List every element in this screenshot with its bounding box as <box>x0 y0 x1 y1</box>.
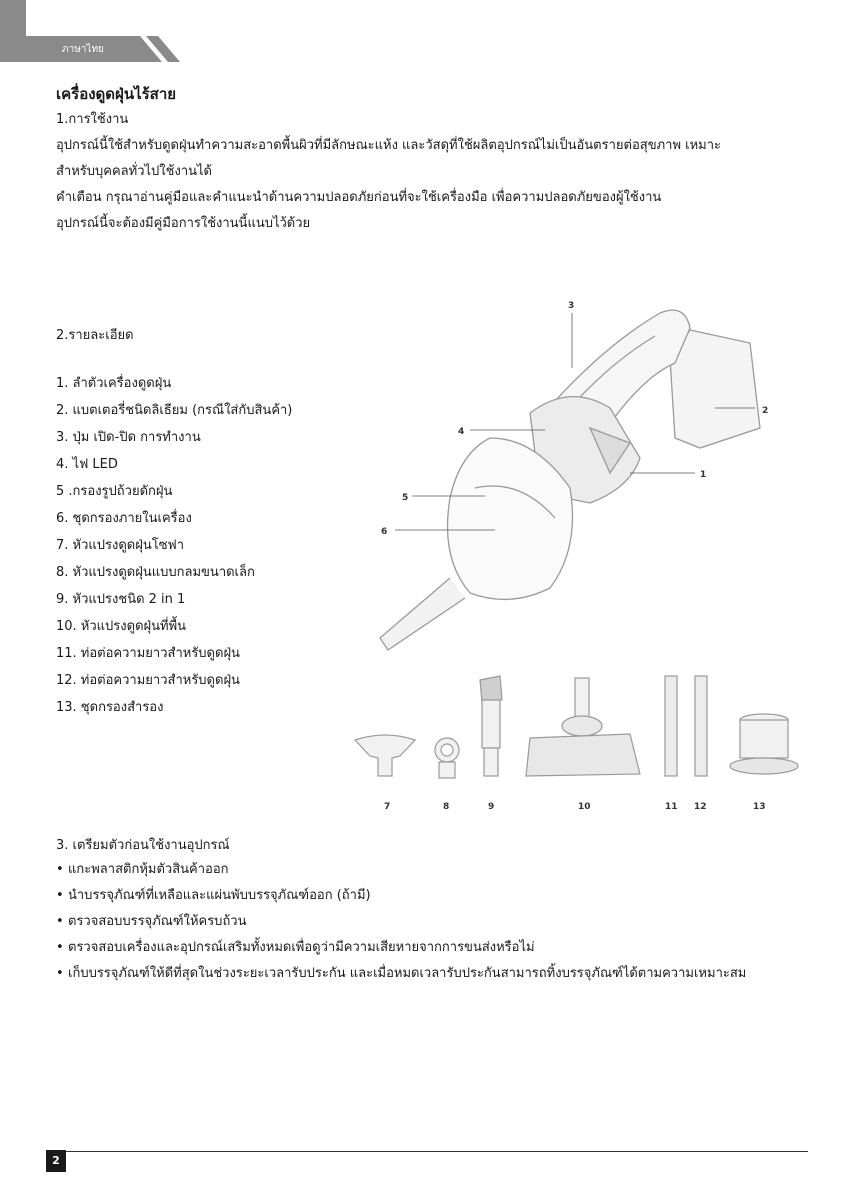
page-title: เครื่องดูดฝุ่นไร้สาย <box>56 85 177 103</box>
list-item: 4. ไฟ LED <box>56 457 118 472</box>
list-item: 2. แบตเตอรี่ชนิดลิเธียม (กรณีใส่กับสินค้า) <box>56 403 293 418</box>
bullet: • <box>56 888 64 903</box>
list-item-text: ตรวจสอบเครื่องและอุปกรณ์เสริมทั้งหมดเพื่อดูว่ามีความเสียหายจากการขนส่งหรือไม่ <box>68 940 535 955</box>
warning-line-2: อุปกรณ์นี้จะต้องมีคู่มือการใช้งานนี้แนบไว้ด้วย <box>56 216 311 231</box>
preparation-heading: 3. เตรียมตัวก่อนใช้งานอุปกรณ์ <box>56 838 230 853</box>
footer-divider <box>66 1151 808 1152</box>
vacuum-body-illustration <box>380 310 760 650</box>
extension-tube-illustration <box>665 676 707 776</box>
list-item: 1. ลำตัวเครื่องดูดฝุ่น <box>56 376 172 391</box>
bullet: • <box>56 966 64 981</box>
list-item: 11. ท่อต่อความยาวสำหรับดูดฝุ่น <box>56 646 240 661</box>
callout-4: 4 <box>458 427 465 437</box>
list-item <box>56 938 746 964</box>
usage-line-2: สำหรับบุคคลทั่วไปใช้งานได้ <box>56 164 212 179</box>
list-item: 5 .กรองรูปถ้วยดักฝุ่น <box>56 484 173 499</box>
callout-11: 11 <box>665 802 678 812</box>
callout-5: 5 <box>402 493 409 503</box>
callout-1: 1 <box>700 470 707 480</box>
callout-12: 12 <box>694 802 707 812</box>
language-tab-label: ภาษาไทย <box>62 44 104 55</box>
warning-line-1: คำเตือน กรุณาอ่านคู่มือและคำแนะนำด้านความปลอดภัยก่อนที่จะใช้เครื่องมือ เพื่อความปลอดภัยของผู้ใช้งาน <box>56 190 662 205</box>
list-item: 8. หัวแปรงดูดฝุ่นแบบกลมขนาดเล็ก <box>56 565 255 580</box>
list-item: 7. หัวแปรงดูดฝุ่นโซฟา <box>56 538 185 553</box>
list-item <box>56 886 746 912</box>
vacuum-diagram <box>340 288 800 818</box>
callout-13: 13 <box>753 802 766 812</box>
callout-2: 2 <box>762 406 769 416</box>
list-item <box>56 964 746 990</box>
usage-heading: 1.การใช้งาน <box>56 112 129 127</box>
list-item-text: นำบรรจุภัณฑ์ที่เหลือและแผ่นพับบรรจุภัณฑ์ออก (ถ้ามี) <box>68 888 371 903</box>
bullet: • <box>56 940 64 955</box>
usage-line-1: อุปกรณ์นี้ใช้สำหรับดูดฝุ่นทำความสะอาดพื้นผิวที่มีลักษณะแห้ง และวัสดุที่ใช้ผลิตอุปกรณ์ไม่เป็นอันตรายต่อสุขภาพ เหมาะ <box>56 138 722 153</box>
list-item-text: เก็บบรรจุภัณฑ์ให้ดีที่สุดในช่วงระยะเวลารับประกัน และเมื่อหมดเวลารับประกันสามารถทิ้งบรรจุภัณฑ์ได้ตามความเหมาะสม <box>68 966 747 981</box>
bullet: • <box>56 862 64 877</box>
callout-3: 3 <box>568 301 575 311</box>
details-heading: 2.รายละเอียด <box>56 328 134 343</box>
list-item: 9. หัวแปรงชนิด 2 in 1 <box>56 592 186 607</box>
preparation-list <box>56 860 746 990</box>
callout-7: 7 <box>384 802 391 812</box>
callout-10: 10 <box>578 802 591 812</box>
bullet: • <box>56 914 64 929</box>
list-item: 3. ปุ่ม เปิด-ปิด การทำงาน <box>56 430 201 445</box>
spare-filter-illustration <box>730 714 798 774</box>
list-item: 12. ท่อต่อความยาวสำหรับดูดฝุ่น <box>56 673 240 688</box>
parts-list <box>56 374 292 725</box>
callout-6: 6 <box>381 527 388 537</box>
list-item: 6. ชุดกรองภายในเครื่อง <box>56 511 192 526</box>
list-item <box>56 860 746 886</box>
page-number: 2 <box>46 1150 66 1172</box>
floor-brush-illustration <box>526 678 640 776</box>
list-item <box>56 912 746 938</box>
list-item-text: ตรวจสอบบรรจุภัณฑ์ให้ครบถ้วน <box>68 914 247 929</box>
callout-8: 8 <box>443 802 450 812</box>
round-brush-illustration <box>435 738 459 778</box>
list-item-text: แกะพลาสติกหุ้มตัวสินค้าออก <box>68 862 229 877</box>
sofa-brush-illustration <box>355 735 415 776</box>
callout-9: 9 <box>488 802 495 812</box>
two-in-one-brush-illustration <box>480 676 502 776</box>
list-item: 10. หัวแปรงดูดฝุ่นที่พื้น <box>56 619 187 634</box>
list-item: 13. ชุดกรองสำรอง <box>56 700 164 715</box>
